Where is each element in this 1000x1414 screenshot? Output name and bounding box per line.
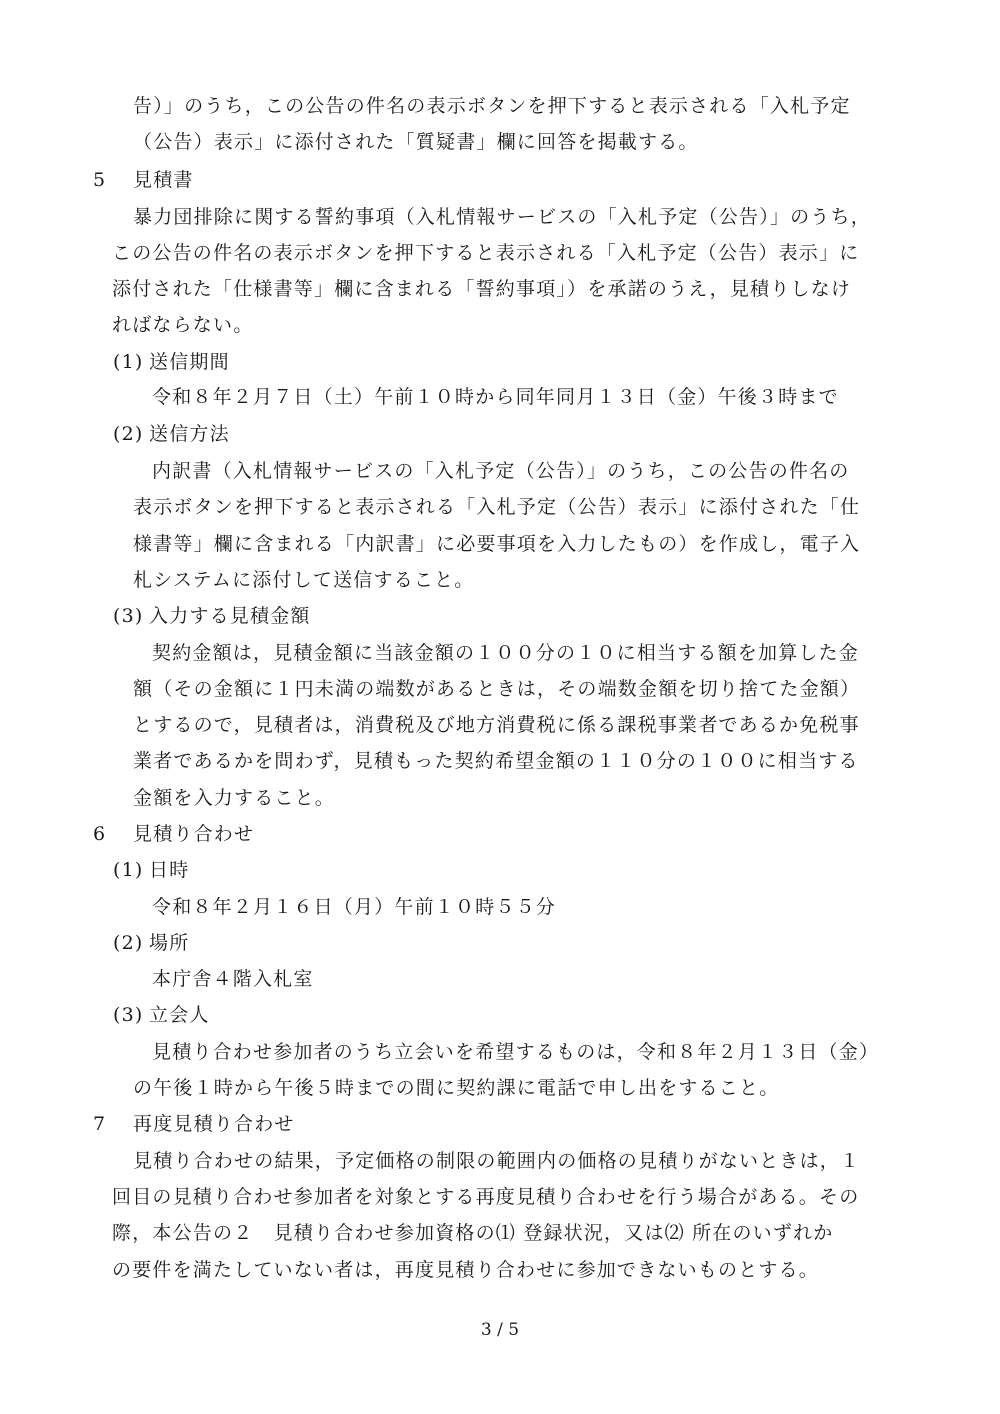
body-line: 契約金額は，見積金額に当該金額の１００分の１０に相当する額を加算した金 xyxy=(152,642,860,664)
body-line: 令和８年２月７日（土）午前１０時から同年同月１３日（金）午後３時まで xyxy=(152,386,839,408)
section-heading-7: 7 再度見積り合わせ xyxy=(93,1113,295,1135)
body-line: 額（その金額に１円未満の端数があるときは，その端数金額を切り捨てた金額） xyxy=(133,678,861,700)
subsection-heading: (3) 立会人 xyxy=(113,1004,210,1026)
body-line: （公告）表示」に添付された「質疑書」欄に回答を掲載する。 xyxy=(133,131,699,153)
body-line: 回目の見積り合わせ参加者を対象とする再度見積り合わせを行う場合がある。その xyxy=(112,1186,860,1208)
section-heading-5: 5 見積書 xyxy=(93,169,194,191)
body-line: の要件を満たしていない者は，再度見積り合わせに参加できないものとする。 xyxy=(112,1259,820,1281)
body-line: 内訳書（入札情報サービスの「入札予定（公告）」のうち，この公告の件名の xyxy=(152,460,850,482)
body-line: 業者であるかを問わず，見積もった契約希望金額の１１０分の１００に相当する xyxy=(133,750,859,772)
body-line: 際，本公告の２ 見積り合わせ参加資格の⑴ 登録状況，又は⑵ 所在のいずれか xyxy=(112,1222,834,1244)
page-number: 3 / 5 xyxy=(480,1320,520,1340)
subsection-heading: (1) 日時 xyxy=(113,859,190,881)
body-line: 様書等」欄に含まれる「内訳書」に必要事項を入力したもの）を作成し，電子入 xyxy=(133,533,861,555)
body-line: この公告の件名の表示ボタンを押下すると表示される「入札予定（公告）表示」に xyxy=(112,242,860,264)
section-heading-6: 6 見積り合わせ xyxy=(93,823,255,845)
body-line: 札システムに添付して送信すること。 xyxy=(133,569,475,591)
body-line: の午後１時から午後５時までの間に契約課に電話で申し出をすること。 xyxy=(133,1077,780,1099)
body-line: 見積り合わせ参加者のうち立会いを希望するものは，令和８年２月１３日（金） xyxy=(152,1041,880,1063)
body-line: 本庁舎４階入札室 xyxy=(152,968,314,990)
body-line: とするので，見積者は，消費税及び地方消費税に係る課税事業者であるか免税事 xyxy=(133,714,860,736)
subsection-heading: (1) 送信期間 xyxy=(113,351,230,373)
subsection-heading: (3) 入力する見積金額 xyxy=(113,605,311,627)
body-line: 令和８年２月１６日（月）午前１０時５５分 xyxy=(152,896,557,918)
body-line: 暴力団排除に関する誓約事項（入札情報サービスの「入札予定（公告）」のうち， xyxy=(133,206,871,228)
body-line: ればならない。 xyxy=(112,314,254,336)
body-line: 添付された「仕様書等」欄に含まれる「誓約事項」）を承諾のうえ，見積りしなけ xyxy=(112,278,852,300)
subsection-heading: (2) 送信方法 xyxy=(113,423,230,445)
subsection-heading: (2) 場所 xyxy=(113,932,190,954)
body-line: 金額を入力すること。 xyxy=(133,787,336,809)
body-line: 見積り合わせの結果，予定価格の制限の範囲内の価格の見積りがないときは，１ xyxy=(133,1150,861,1172)
body-line: 表示ボタンを押下すると表示される「入札予定（公告）表示」に添付された「仕 xyxy=(133,496,861,518)
body-line: 告）」のうち，この公告の件名の表示ボタンを押下すると表示される「入札予定 xyxy=(133,95,851,117)
